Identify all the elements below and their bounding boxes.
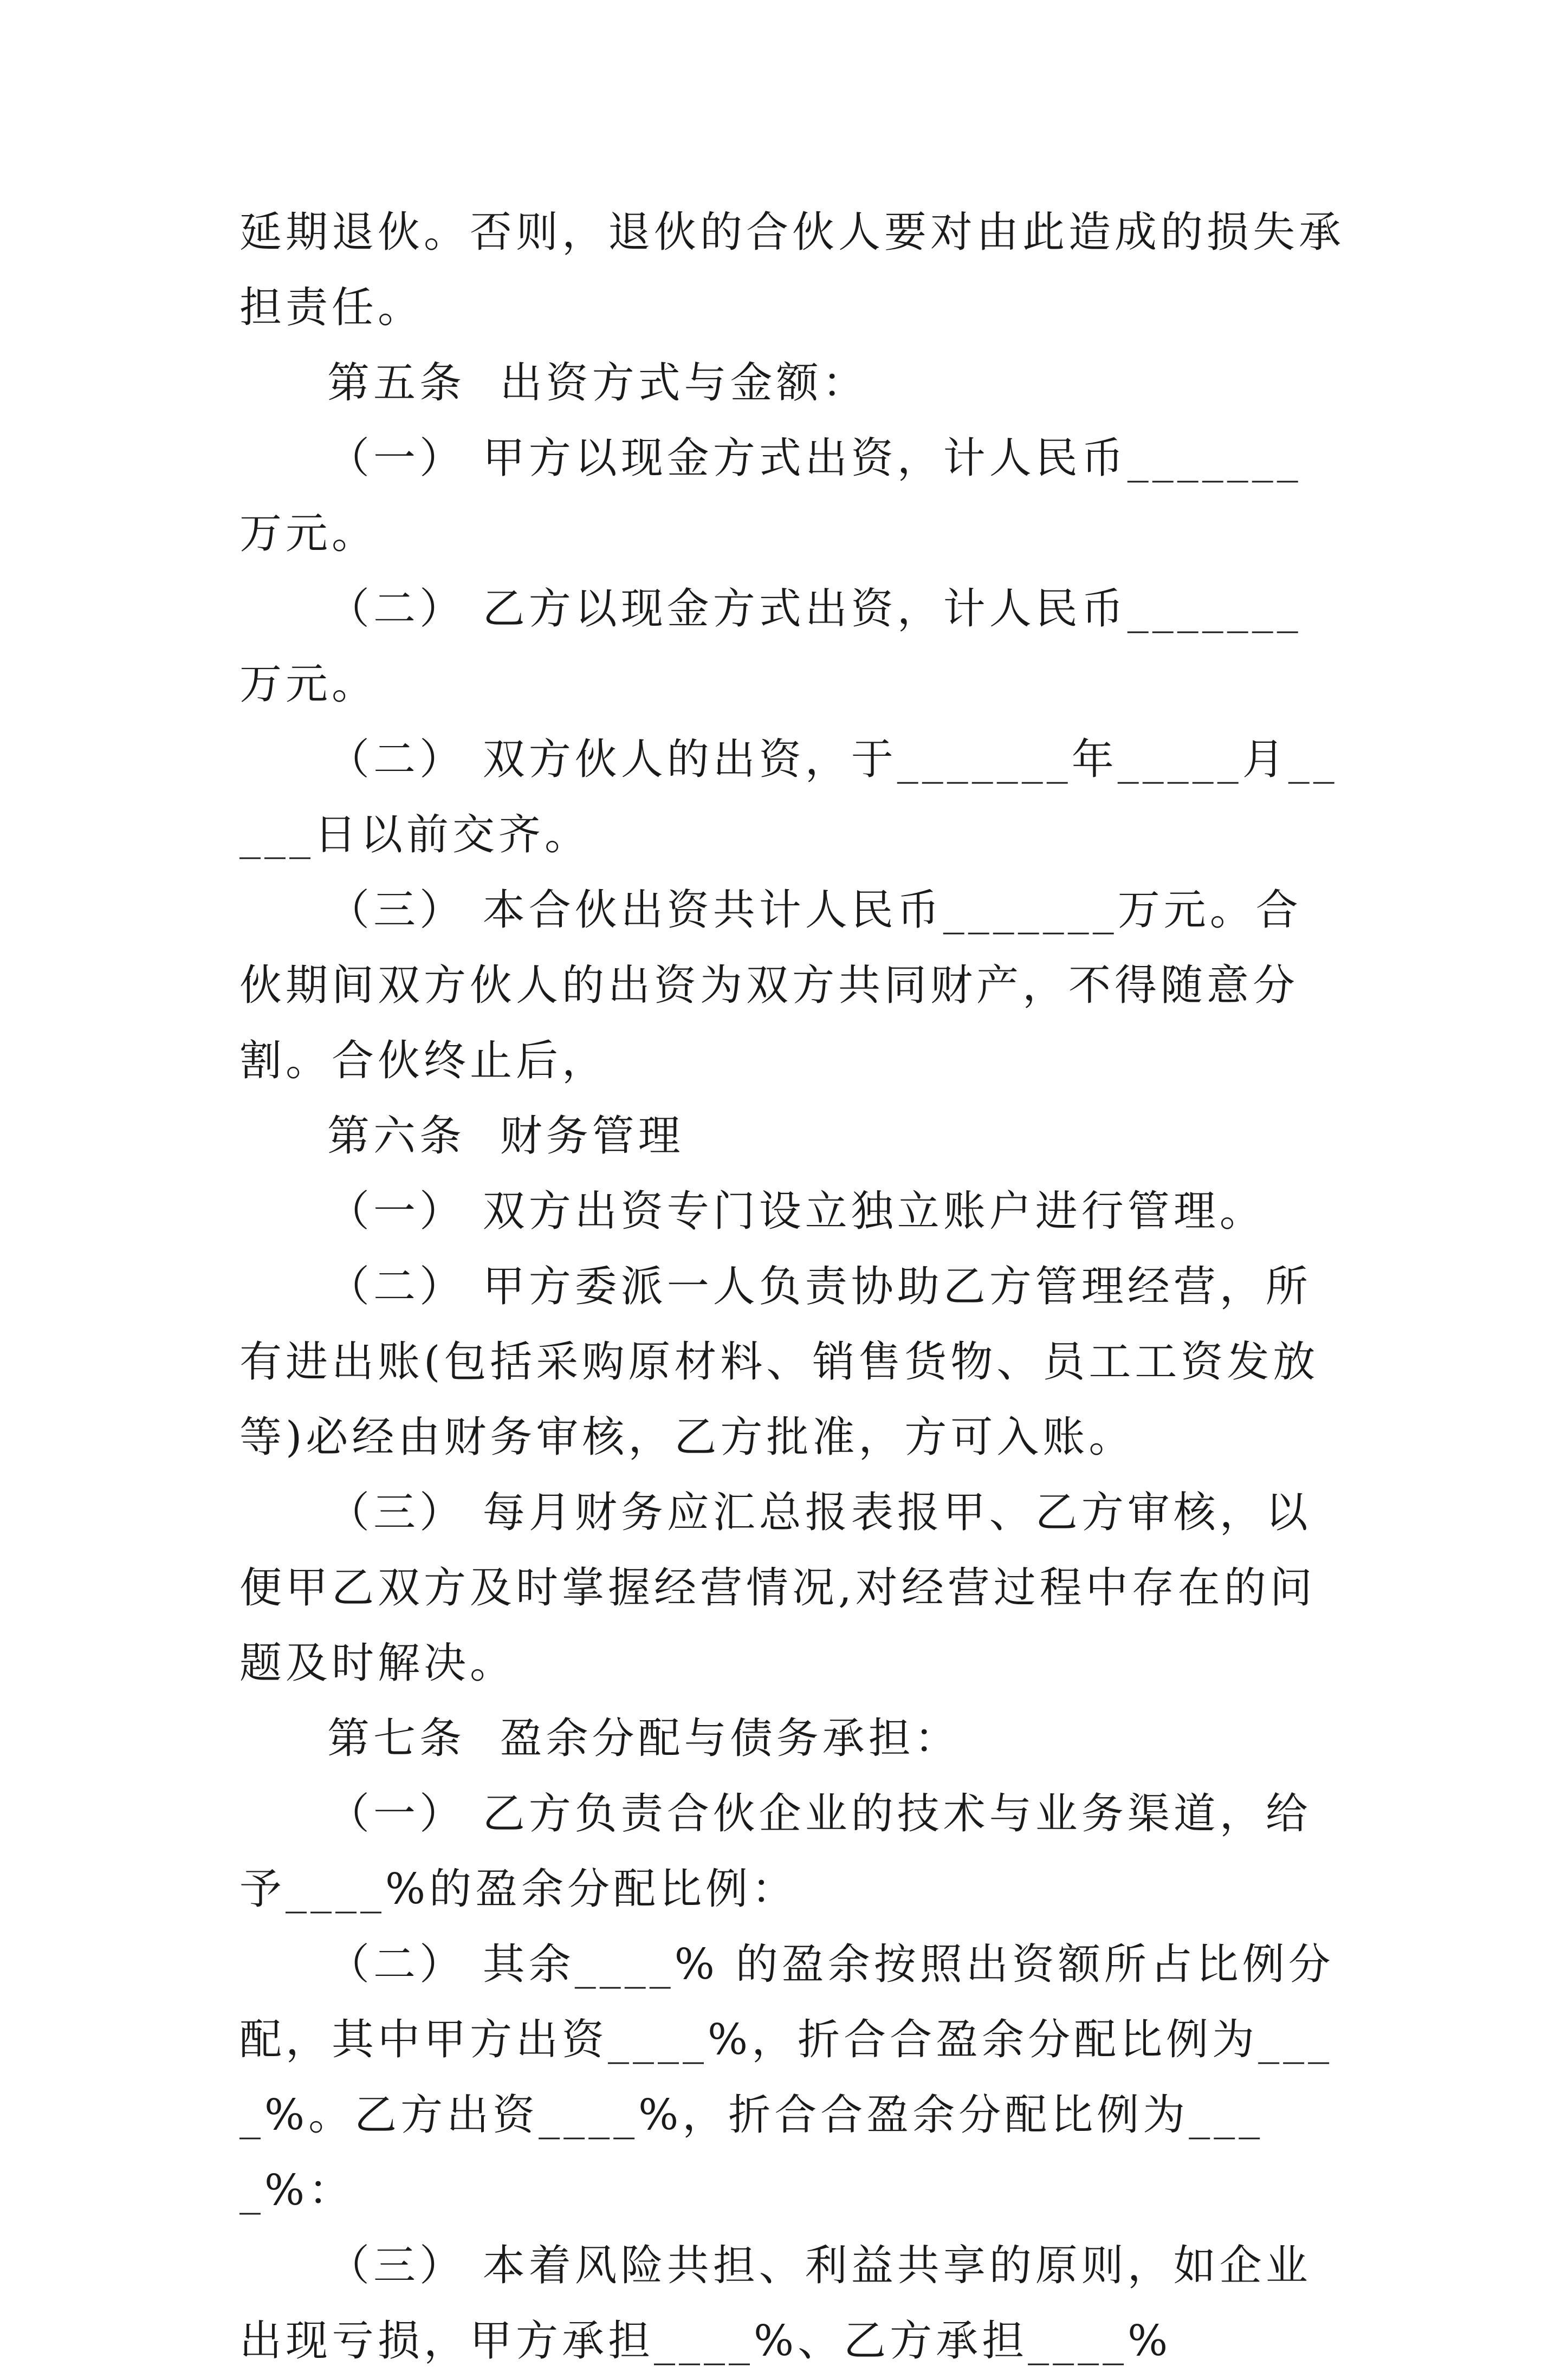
- paragraph: （二） 其余____% 的盈余按照出资额所占比例分配，其中甲方出资____%，折合合盈余分配比例为____%。乙方出资____%，折合合盈余分配比例为____%：: [239, 1940, 1334, 2215]
- paragraph: （二） 乙方以现金方式出资，计人民币_______万元。: [239, 585, 1302, 709]
- paragraph: 延期退伙。否则，退伙的合伙人要对由此造成的损失承担责任。: [239, 208, 1345, 332]
- article-heading: 第七条 盈余分配与债务承担：: [327, 1714, 961, 1763]
- paragraph: （二） 双方伙人的出资，于_______年_____月_____日以前交齐。: [239, 735, 1338, 859]
- article-heading: 第六条 财务管理: [327, 1112, 684, 1161]
- paragraph: （一） 双方出资专门设立独立账户进行管理。: [327, 1187, 1266, 1236]
- paragraph: （三） 本合伙出资共计人民币_______万元。合伙期间双方伙人的出资为双方共同财产，不得随意分割。合伙终止后，: [239, 886, 1302, 1085]
- paragraph: （三） 每月财务应汇总报表报甲、乙方审核，以便甲乙双方及时掌握经营情况,对经营过程中存在的问题及时解决。: [239, 1488, 1316, 1688]
- paragraph: （三） 本着风险共担、利益共享的原则，如企业出现亏损，甲方承担____%、乙方承担____%: [239, 2241, 1312, 2365]
- article-heading: 第五条 出资方式与金额：: [327, 359, 869, 407]
- paragraph: （二） 甲方委派一人负责协助乙方管理经营，所有进出账(包括采购原材料、销售货物、员工工资发放等)必经由财务审核，乙方批准，方可入账。: [239, 1262, 1319, 1462]
- paragraph: （一） 乙方负责合伙企业的技术与业务渠道，给予____%的盈余分配比例：: [239, 1790, 1312, 1914]
- document-body: [239, 195, 1345, 2379]
- paragraph: （一） 甲方以现金方式出资，计人民币_______万元。: [239, 434, 1302, 558]
